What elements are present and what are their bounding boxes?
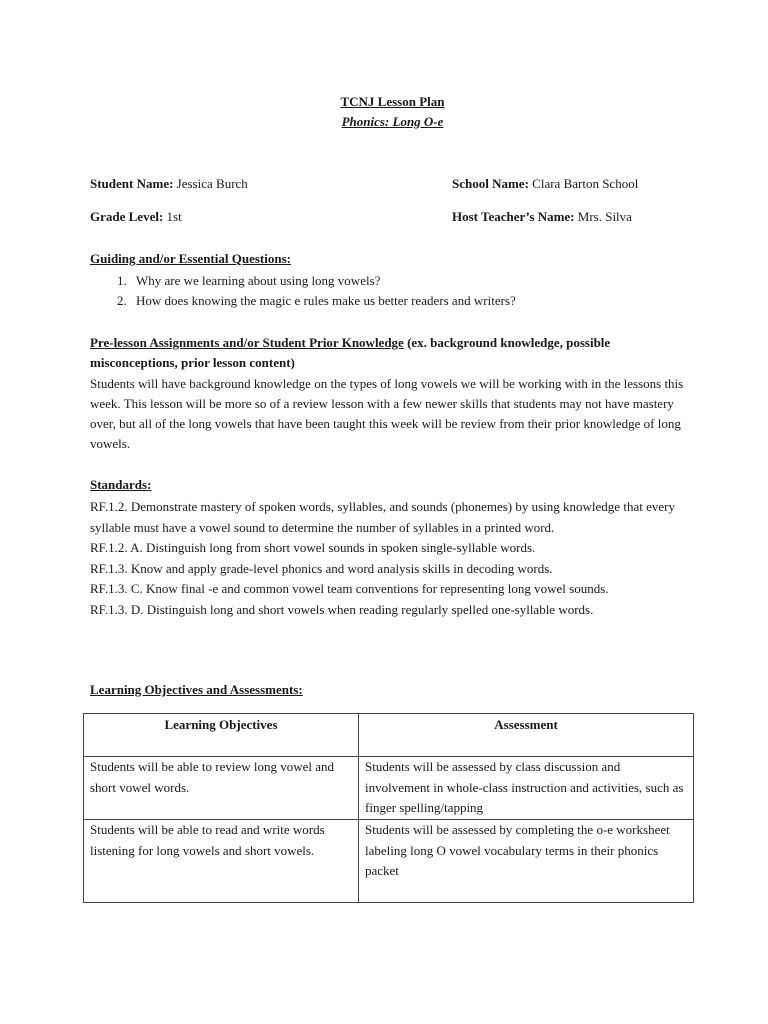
list-item: 1. Why are we learning about using long vowels? <box>130 271 695 291</box>
standard-item: RF.1.3. Know and apply grade-level phonics and word analysis skills in decoding words. <box>90 560 553 576</box>
assessment-cell: Students will be assessed by completing the o-e worksheet labeling long O vowel vocabulary terms in their phonics packet <box>359 820 694 903</box>
standards-heading: Standards: <box>90 477 152 492</box>
learning-objectives-heading: Learning Objectives and Assessments: <box>90 682 303 697</box>
host-teacher-field <box>452 209 632 225</box>
column-header-objectives: Learning Objectives <box>84 714 359 757</box>
standards-list <box>90 497 688 620</box>
student-name-field <box>90 176 248 192</box>
standard-item: RF.1.2. Demonstrate mastery of spoken words, syllables, and sounds (phonemes) by using knowledge that every syllable must have a vowel sound to determine the number of syllables in a printed word. <box>90 499 675 535</box>
standard-item: RF.1.2. A. Distinguish long from short vowel sounds in spoken single-syllable words. <box>90 540 536 555</box>
document-title: TCNJ Lesson Plan <box>340 94 445 109</box>
guiding-questions-heading: Guiding and/or Essential Questions: <box>90 251 291 266</box>
school-name-field <box>452 176 638 192</box>
prelesson-heading <box>90 333 650 373</box>
grade-level-label: Grade Level: <box>90 209 164 224</box>
standard-item: RF.1.3. D. Distinguish long and short vowels when reading regularly spelled one-syllable words. <box>90 601 594 617</box>
list-item: 2. How does knowing the magic e rules make us better readers and writers? <box>130 291 695 311</box>
table-row <box>84 757 694 820</box>
objective-cell: Students will be able to review long vowel and short vowel words. <box>84 757 359 820</box>
standard-item: RF.1.3. C. Know final -e and common vowel team conventions for representing long vowel sounds. <box>90 581 609 596</box>
host-teacher-value: Mrs. Silva <box>577 209 632 224</box>
student-name-label: Student Name: <box>90 176 174 191</box>
grade-level-field <box>90 209 182 225</box>
objectives-table <box>83 713 694 903</box>
school-name-label: School Name: <box>452 176 529 191</box>
prelesson-heading-note: (ex. background knowledge, possible misconceptions, prior lesson content) <box>90 335 611 370</box>
student-name-value: Jessica Burch <box>176 176 248 191</box>
prelesson-heading-title: Pre-lesson Assignments and/or Student Prior Knowledge <box>90 335 404 350</box>
assessment-cell: Students will be assessed by class discussion and involvement in whole-class instruction and activities, such as finger spelling/tapping <box>359 757 694 820</box>
table-header-row <box>84 714 694 757</box>
table-row <box>84 820 694 903</box>
guiding-questions-list <box>90 271 695 311</box>
prelesson-body: Students will have background knowledge on the types of long vowels we will be working with in the lessons this week. This lesson will be more so of a review lesson with a few newer skills that students may not have mastery over, but all of the long vowels that have been taught this week will be review from their prior knowledge of long vowels. <box>90 376 684 451</box>
host-teacher-label: Host Teacher’s Name: <box>452 209 575 224</box>
school-name-value: Clara Barton School <box>532 176 639 191</box>
column-header-assessment: Assessment <box>359 714 694 757</box>
objective-cell: Students will be able to read and write words listening for long vowels and short vowels. <box>84 820 359 903</box>
grade-level-value: 1st <box>166 209 182 224</box>
document-subtitle: Phonics: Long O-e <box>341 114 444 129</box>
